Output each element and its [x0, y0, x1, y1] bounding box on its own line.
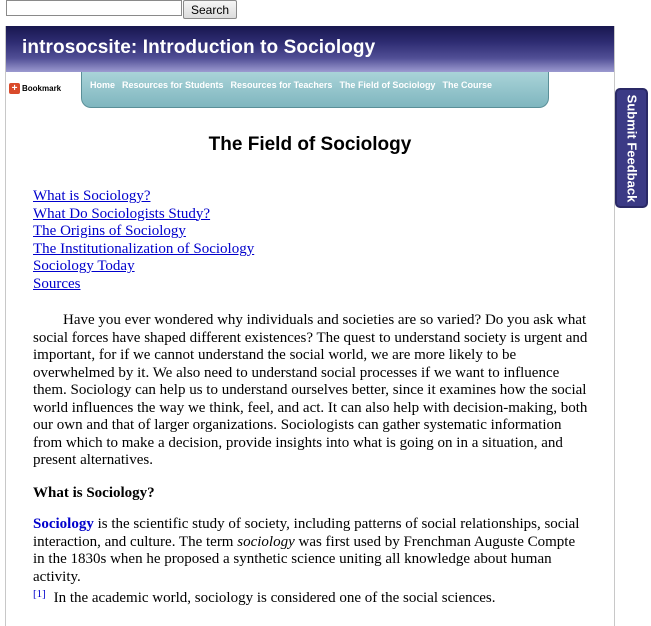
site-title: introsocsite: Introduction to Sociology	[22, 37, 376, 58]
footnote-link[interactable]: [1]	[33, 588, 46, 600]
toc-link-sources[interactable]: Sources	[33, 275, 81, 292]
sociology-term-link[interactable]: Sociology	[33, 516, 94, 532]
definition-term-italic: sociology	[237, 533, 295, 550]
section-heading: What is Sociology?	[33, 485, 155, 501]
toc-link-what-do-sociologists-study[interactable]: What Do Sociologists Study?	[33, 205, 211, 222]
submit-feedback-tab[interactable]	[615, 88, 648, 208]
site-banner	[6, 26, 614, 72]
nav-item-home[interactable]: Home	[90, 80, 116, 90]
toc-link-what-is-sociology[interactable]: What is Sociology?	[33, 188, 151, 204]
definition-text-1: is the scientific study of society, including patterns of social relationships, social interaction, and culture. The term	[33, 516, 580, 550]
nav-item-the-course[interactable]: The Course	[442, 80, 492, 90]
definition-text-3: In the academic world, sociology is considered one of the social sciences.	[49, 590, 496, 606]
definition-text-2: was first used by Frenchman Auguste Compte in the 1830s when he proposed a synthetic science uniting all knowledge about human activity.	[33, 533, 576, 585]
bookmark-button[interactable]	[9, 81, 61, 95]
search-input[interactable]	[6, 0, 182, 16]
plus-icon: +	[9, 83, 20, 94]
intro-paragraph: Have you ever wondered why individuals and societies are so varied? Do you ask what social forces have shaped different existences? The quest to understand society is urgent and important, for if we cannot understand the social world, we are more likely to be overwhelmed by it. We also need to understand social processes if we want to influence them. Sociology can help us to understand ourselves better, since it examines how the social world influences the way we think, feel, and act. It can also help with decision-making, both our own and that of larger organizations. Sociologists can gather systematic information from which to make a decision, provide insights into what is going on in a situation, and present alternatives.	[33, 312, 588, 468]
main-nav	[81, 72, 549, 108]
table-of-contents	[33, 188, 254, 293]
definition-paragraph	[33, 516, 589, 608]
page-frame	[5, 26, 615, 626]
bookmark-label: Bookmark	[22, 83, 62, 93]
nav-item-resources-students[interactable]: Resources for Students	[122, 80, 224, 90]
toc-link-institutionalization[interactable]: The Institutionalization of Sociology	[33, 240, 255, 257]
search-button[interactable]: Search	[183, 0, 237, 19]
page-title: The Field of Sociology	[208, 134, 412, 155]
feedback-label: Submit Feedback	[624, 94, 640, 202]
nav-item-resources-teachers[interactable]: Resources for Teachers	[230, 80, 333, 90]
toc-link-origins[interactable]: The Origins of Sociology	[33, 223, 186, 239]
nav-item-field-of-sociology[interactable]: The Field of Sociology	[339, 80, 436, 90]
toc-link-sociology-today[interactable]: Sociology Today	[33, 258, 135, 274]
